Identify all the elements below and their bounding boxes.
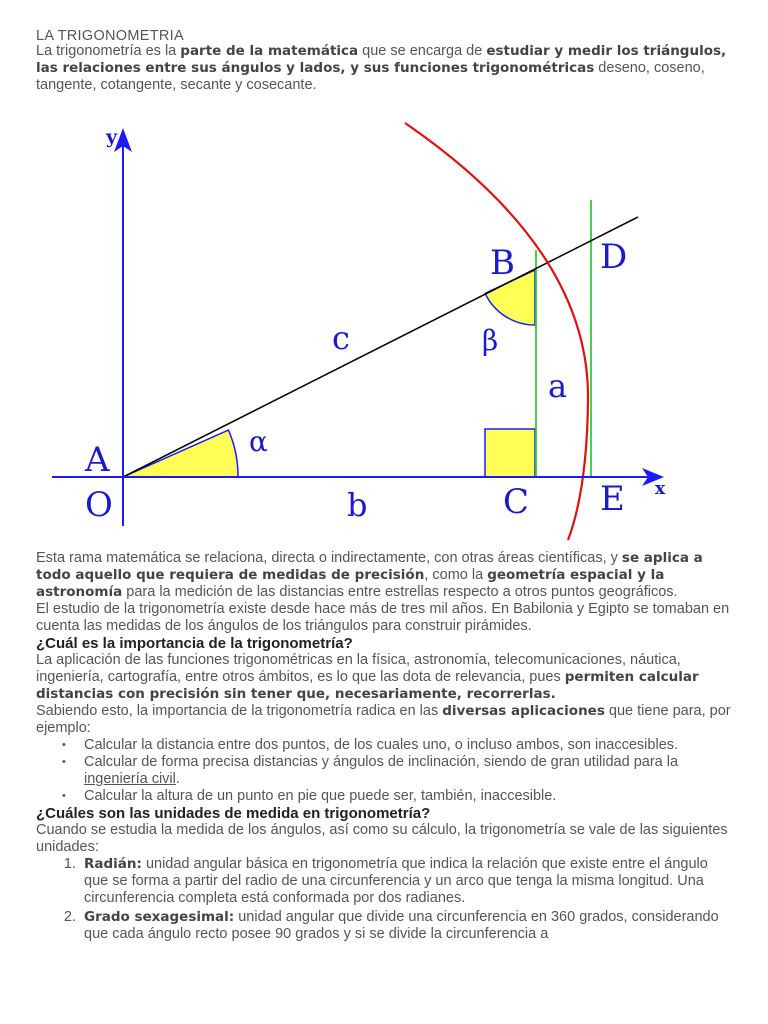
- intro-bold-2: estudiar y medir los triángulos, las relaciones entre sus ángulos y lados, y sus funciones trigonométricas: [36, 43, 727, 76]
- applications-list: [36, 737, 736, 805]
- label-point-c: C: [503, 482, 530, 522]
- p1-bold-2: geometría espacial y la astronomía: [36, 567, 665, 600]
- hypotenuse-line: [123, 217, 638, 477]
- list-item: [84, 754, 736, 788]
- doc-body: [36, 550, 736, 945]
- item-1-term: Radián:: [84, 856, 142, 872]
- p1-bold-1: se aplica a todo aquello que requiera de medidas de precisión: [36, 550, 703, 583]
- item-1-text: unidad angular básica en trigonometría que indica la relación que existe entre el ángulo que se forma a partir del radio de una circunferencia y un arco que tenga la misma longitud. Una circunferencia completa está conformada por dos radianes.: [84, 856, 708, 906]
- p1-text-1: Esta rama matemática se relaciona, directa o indirectamente, con otras áreas científicas, y: [36, 550, 622, 566]
- trig-diagram: [0, 108, 768, 548]
- intro-bold-1: parte de la matemática: [180, 43, 359, 59]
- item-number: 2.: [63, 909, 76, 925]
- p4-bold-1: diversas aplicaciones: [442, 703, 605, 719]
- label-side-b: b: [347, 486, 368, 524]
- label-point-o: O: [85, 485, 113, 525]
- label-point-a: A: [85, 440, 110, 480]
- p3-text-1: La aplicación de las funciones trigonométricas en la física, astronomía, telecomunicaciones, náutica, ingeniería, cartografía, entre otros ámbitos, es lo que las dota de relevancia, pues: [36, 652, 681, 685]
- x-axis-label: x: [655, 479, 666, 499]
- paragraph-2: El estudio de la trigonometría existe desde hace más de tres mil años. En Babilonia y Egipto se tomaban en cuenta las medidas de los ángulos de los triángulos para construir pirámides.: [36, 601, 730, 634]
- paragraph-5: Cuando se estudia la medida de los ángulos, así como su cálculo, la trigonometría se vale de las siguientes unidades:: [36, 822, 728, 855]
- ingenieria-civil-link[interactable]: ingeniería civil: [84, 771, 176, 787]
- alpha-angle-wedge: [123, 430, 238, 477]
- item-2-text: unidad angular que divide una circunferencia en 360 grados, considerando que cada ángulo recto posee 90 grados y si se divide la circunferencia a: [84, 909, 719, 942]
- intro-text-1: La trigonometría es la: [36, 43, 181, 59]
- item-number: 1.: [63, 856, 76, 872]
- list-item: [63, 856, 736, 907]
- intro-text-3: deseno, coseno, tangente, cotangente, secante y cosecante.: [36, 60, 705, 93]
- p3-bold-1: permiten calcular distancias con precisión sin tener que, necesariamente, recorrerlas.: [36, 669, 699, 702]
- bullet-2-text: Calcular de forma precisa distancias y ángulos de inclinación, siendo de gran utilidad para la: [84, 754, 679, 770]
- label-angle-beta: β: [482, 324, 499, 357]
- list-item: [63, 909, 736, 943]
- p1-text-2: , como la: [424, 567, 488, 583]
- right-angle-square: [485, 429, 535, 477]
- doc-title: LA TRIGONOMETRIA: [36, 28, 184, 44]
- label-point-e: E: [600, 479, 625, 519]
- heading-unidades: ¿Cuáles son las unidades de medida en trigonometría?: [36, 805, 431, 822]
- label-side-c: c: [332, 319, 350, 357]
- label-point-b: B: [490, 243, 515, 283]
- list-item: • Calcular la distancia entre dos puntos, de los cuales uno, o incluso ambos, son inaccesibles.: [84, 737, 736, 754]
- bullet-2-end: .: [175, 771, 180, 787]
- paragraph-1: [36, 550, 736, 601]
- intro-paragraph: [36, 43, 736, 94]
- intro-text-2: que se encarga de: [358, 43, 487, 59]
- y-axis-label: y: [106, 126, 118, 148]
- item-2-term: Grado sexagesimal:: [84, 909, 235, 925]
- label-point-d: D: [600, 237, 628, 277]
- label-side-a: a: [548, 367, 568, 405]
- label-angle-alpha: α: [249, 425, 268, 458]
- heading-importancia: ¿Cuál es la importancia de la trigonometría?: [36, 635, 353, 652]
- p4-text-2: que tiene para, por ejemplo:: [36, 703, 731, 736]
- paragraph-4: [36, 703, 736, 737]
- p4-text-1: Sabiendo esto, la importancia de la trigonometría radica en las: [36, 703, 443, 719]
- p1-text-3: para la medición de las distancias entre estrellas respecto a otros puntos geográficos.: [122, 584, 678, 600]
- units-list: [36, 856, 736, 943]
- list-item: • Calcular la altura de un punto en pie que puede ser, también, inaccesible.: [84, 788, 736, 805]
- paragraph-3: [36, 652, 736, 703]
